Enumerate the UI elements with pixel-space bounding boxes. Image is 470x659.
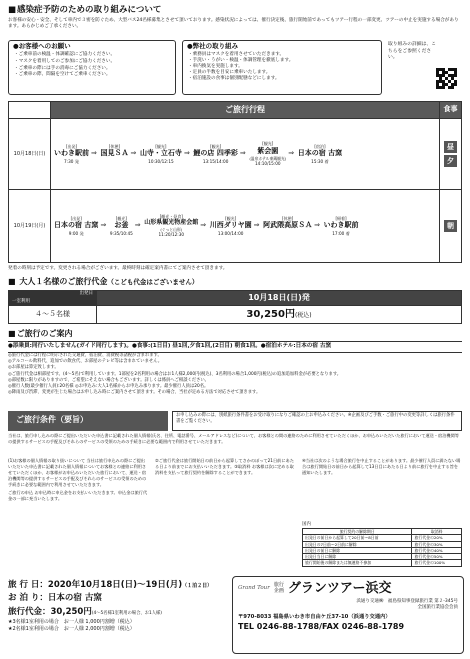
arrow-icon: ⇒	[200, 221, 207, 230]
company-name: グランツアー浜交	[287, 581, 392, 596]
list-item: ・ 手洗い・うがい・検温・体調管理を徹底します。	[188, 58, 376, 64]
guide-line: ◎旅行代金には行程に明示された交通費、宿泊費、消費税等諸税が含まれます。	[8, 353, 162, 358]
qr-code-icon[interactable]	[436, 68, 457, 89]
table-row: 出発日の前日から起算して20日前～8日前 旅行代金の20%	[303, 535, 462, 541]
price-tax: (税込)	[294, 311, 312, 319]
guide-line: ◎ご旅行代金は相部屋です。(4～5名)で利用しています。1部屋を2名利用の場合はお1人様2,000円(税込)、3名利用の場合1,000円(税込)の追加追加料金が必要となります。	[8, 371, 342, 377]
company-license: 浜通り交通㈱ 福島県知事登録旅行業 第２-345号	[356, 598, 458, 604]
itinerary-table	[8, 101, 462, 263]
stop-item: [観光] 山寺・立石寺 10:30/12:15	[139, 143, 182, 164]
table-row: 旅行開始後の解除または無連絡不参加 旅行代金の100%	[303, 560, 462, 566]
footer-price-value: 30,250円	[50, 606, 92, 617]
company-license-2: 全国旅行業協会会員	[417, 604, 458, 610]
list-item: ・ ご乗車前の検温・体調確認にご協力ください。	[14, 52, 170, 59]
cancellation-table-wrap	[302, 522, 462, 567]
stop-item: [出発] いわき駅前 7:30 発	[54, 143, 89, 164]
col-date-label: 出発日	[79, 291, 93, 296]
conditions-intro: 当社は、旅行申し込みの際にご提出いただいた申込書に記載された個人情報(氏名、住所、電話番号、メールアドレスなど)について、お客様との間の連絡のために利用させていただくほか、お申込みいただいた旅行において運送・宿泊機関等の提供するサービスの手配及びそれらのサービスの受領のための手続きに必要な範囲内で利用させていただきます。	[8, 433, 459, 444]
footer-summary	[8, 580, 223, 633]
day2-route	[51, 190, 440, 263]
guide-title: ■ ご旅行のご案内	[8, 329, 73, 340]
stop-item: [観光] お釜 9:35/10:45	[109, 215, 133, 236]
guide-line: ◎催行人数(最少催行人員):20名様 ◎お申込み:大人1名様からお申込み承ります。最少催行人員は20名。	[8, 384, 209, 390]
hotel-line	[8, 593, 223, 604]
arrow-icon: ⇒	[134, 221, 141, 230]
hotel-value: 日本の宿 古窯	[47, 593, 102, 604]
customer-request-list	[9, 52, 175, 80]
cancellation-table-title: 国内	[302, 522, 311, 527]
footer-price-label: 旅行代金：	[8, 606, 51, 617]
conditions-col-2	[155, 458, 295, 570]
list-item: ・ ご乗車の際、間隔を空けてご乗車ください。	[14, 72, 170, 79]
infection-intro: お客様の安心・安全、そして車内で３密を防ぐため、大型バス24名様募集とさせて頂いております。感染状況によっては、催行決定後、旅行開始前であってもツアー行程の一部変更、ツアーの中止を実施する場合があります。あらかじめご了承ください。	[8, 18, 459, 30]
customer-request-title: ● お客様へのお願い	[9, 41, 175, 52]
price-table	[8, 290, 462, 324]
staff-efforts-list	[183, 52, 381, 82]
arrow-icon: ⇒	[239, 149, 246, 158]
conditions-title: ご旅行条件（要旨）	[8, 411, 168, 431]
section-title-infection: ■ 感染症予防のための取り組みについて	[8, 5, 161, 16]
room-occupancy: ４～５名様	[9, 306, 97, 324]
col-room-label: 一室利用	[12, 298, 30, 304]
price-section-title	[8, 277, 198, 288]
stop-item: [観光・昼食] 山形県観光物産会館 (ぐっと山形) 11:20/12:30	[144, 213, 199, 238]
departure-date: 10月18日(日)発	[97, 291, 462, 306]
price-supplement-2: ★2名様1室利用の場合 お一人様 2,000円割増（税込）	[8, 626, 135, 633]
guide-line: ◎アルコール飲料代、追加での飲食代、お部屋のテレビ等は含まれていません。	[8, 359, 163, 365]
conditions-text: ご旅行の申込 お申込時に申込金をお支払いいただきます。申込金は旅行代金の一部に充当いたします。	[8, 489, 148, 501]
table-row: 旅行契約の解除期日 取消料	[303, 529, 462, 535]
table-row: 出発日の前日に解除 旅行代金の40%	[303, 547, 462, 553]
day2-meals	[440, 190, 462, 263]
list-item: ・ ご乗車の際には手の消毒にご協力ください。	[14, 66, 170, 73]
itinerary-title: ご旅行行程	[51, 102, 440, 119]
day1-meals	[440, 119, 462, 190]
conditions-text: ④当社は次のような場合旅行を中止することがあります。最少催行人員に満たない場合は旅行開始日の前日から起算して13日目にあたる日より前に旅行を中止する旨を通知いたします。	[302, 458, 461, 475]
stop-item: [帰着] いわき駅前 17:00 着	[323, 215, 359, 236]
guide-line: ◎部屋数に限りがありますので、ご希望にそえない場合もございます。詳しくは係員へご相談ください。	[8, 377, 209, 383]
guide-summary-line: ●添乗員:同行いたしません(ガイド同行します)。●食事:(1日目) 昼1回,夕食1回,(2日目) 朝食1回。●宿泊ホテル:日本の宿 古窯	[8, 343, 332, 349]
stop-item: [観光] 紫会園 (温泉ホテル東蔵観光) 14:10/15:00	[249, 141, 287, 167]
meal-badge: 朝	[444, 220, 457, 232]
conditions-text: ②ご旅行代金は旅行開始日の前日から起算してさかのぼって21日前にあたる日より前までにお支払いいただきます。③取消料 お客様は次に定める取消料を支払って旅行契約を解除することができます。	[155, 458, 294, 475]
list-item: ・ 定員の半数を目安に乗車いたします。	[188, 70, 376, 76]
conditions-col-3	[302, 458, 462, 520]
price-supplement-1: ★3名様1室利用の場合 お一人様 1,000円割増（税込）	[8, 619, 135, 626]
staff-efforts-box	[182, 40, 382, 95]
qr-caption: 取り組みの詳細は、こちらをご参照ください。	[388, 42, 436, 61]
cancellation-table	[302, 528, 462, 567]
stop-item: [観光] 川西ダリヤ園 13:00/14:00	[209, 215, 252, 236]
price-title-note: （こども代金はございません）	[107, 278, 199, 286]
price-title: 大人１名様のご旅行代金	[19, 277, 108, 286]
conditions-text: (1)お客様の個人情報の取り扱いについて 当社は旅行申込みの際にご提出いただいた申込書に記載された個人情報についてお客様との連絡に利用させていただくほか、お客様がお申込みいただいた旅行において、運送・宿泊機関等の提供するサービスの手配及びそれらのサービスの受領のための手続きに必要な範囲内で利用させていただきます。	[8, 458, 147, 487]
list-item: ・ 宿泊施設の食事は個別配膳などにします。	[188, 76, 376, 82]
guide-summary	[8, 341, 462, 353]
arrow-icon: ⇒	[253, 221, 260, 230]
itinerary-note: 発着の時刻は予定です。変更される場合がございます。最終時刻は確定案内書にてご案内させて頂きます。	[8, 266, 228, 271]
travel-date-label: 旅 行 日：	[8, 580, 48, 590]
meal-column-header: 食事	[440, 102, 462, 119]
company-address: 〒970-8033 福島県いわき市自由ケ丘37-10（浜通り交通内）	[238, 613, 391, 620]
day1-date: 10月18日(日)	[9, 119, 51, 190]
company-logo-row	[238, 580, 458, 598]
company-phone[interactable]: TEL 0246-88-1788/FAX 0246-88-1789	[238, 621, 405, 631]
arrow-icon: ⇒	[288, 149, 295, 158]
travel-nights: （１泊２日）	[182, 583, 213, 589]
staff-efforts-title: ● 弊社の取り組み	[183, 41, 381, 52]
travel-date-value: 2020年10月18日(日)～19日(月)	[47, 580, 183, 590]
arrow-icon: ⇒	[314, 221, 320, 230]
arrow-icon: ⇒	[183, 149, 190, 158]
guide-line: ◎お部屋は算定致します。	[8, 365, 59, 371]
meal-badge: 夕	[444, 155, 457, 167]
conditions-col-1	[8, 458, 148, 570]
customer-request-box	[8, 40, 176, 95]
arrow-icon: ⇒	[130, 149, 137, 158]
footer-price-line	[8, 607, 223, 618]
list-item: ・ 車内換気を実施します。	[188, 64, 376, 70]
table-row: 出発日の7日前～2日前に解除 旅行代金の30%	[303, 541, 462, 547]
arrow-icon: ⇒	[100, 221, 107, 230]
day1-route	[51, 119, 440, 190]
list-item: ・ マスクを着用してのご参加にご協力ください。	[14, 59, 170, 66]
footer-price-note: (4～5名様1室利用の場合、お1人様)	[91, 610, 162, 616]
hotel-label: お 泊 り：	[8, 593, 48, 604]
table-row: 出発日当日に解除 旅行代金の50%	[303, 554, 462, 560]
brand-logo-icon: Grand Tour	[238, 585, 270, 592]
travel-date-line	[8, 580, 223, 591]
stop-item: [休憩] 阿武隈高原ＳＡ	[263, 215, 313, 230]
price-cell	[97, 306, 462, 324]
day2-date: 10月19日(月)	[9, 190, 51, 263]
price-header-cell	[9, 291, 97, 306]
conditions-head-note: お申し込みの際には、別紙旅行条件書をお受け取りになりご確認の上お申込みください。※企画及びご手数・ご旅行中の変更等詳しくは旅行条件書をご覧ください。	[172, 411, 462, 431]
price-amount: 30,250円	[246, 308, 295, 320]
guide-line: ◎降雨及び渋滞、変更が生じた場合はお申し込み時にご案内させて頂きます。その場合、当社が定める方法で対応させて頂きます。	[8, 390, 261, 396]
stop-item: [出発] 日本の宿 古窯 9:00 発	[54, 215, 99, 236]
stop-item: [観光] 鯉の店 四季彩 13:15/14:00	[193, 143, 238, 164]
arrow-icon: ⇒	[91, 149, 97, 158]
stop-item: [宿泊] 日本の宿 古窯 15:30 着	[297, 143, 343, 164]
list-item: ・ 乗務員はマスクを着用させていただきます。	[188, 52, 376, 58]
meal-badge: 昼	[444, 141, 457, 153]
org-label: 旅行企画	[273, 582, 284, 594]
guide-details	[8, 353, 462, 397]
company-box	[232, 576, 464, 654]
stop-item: [休憩] 国見ＳＡ	[100, 143, 129, 158]
